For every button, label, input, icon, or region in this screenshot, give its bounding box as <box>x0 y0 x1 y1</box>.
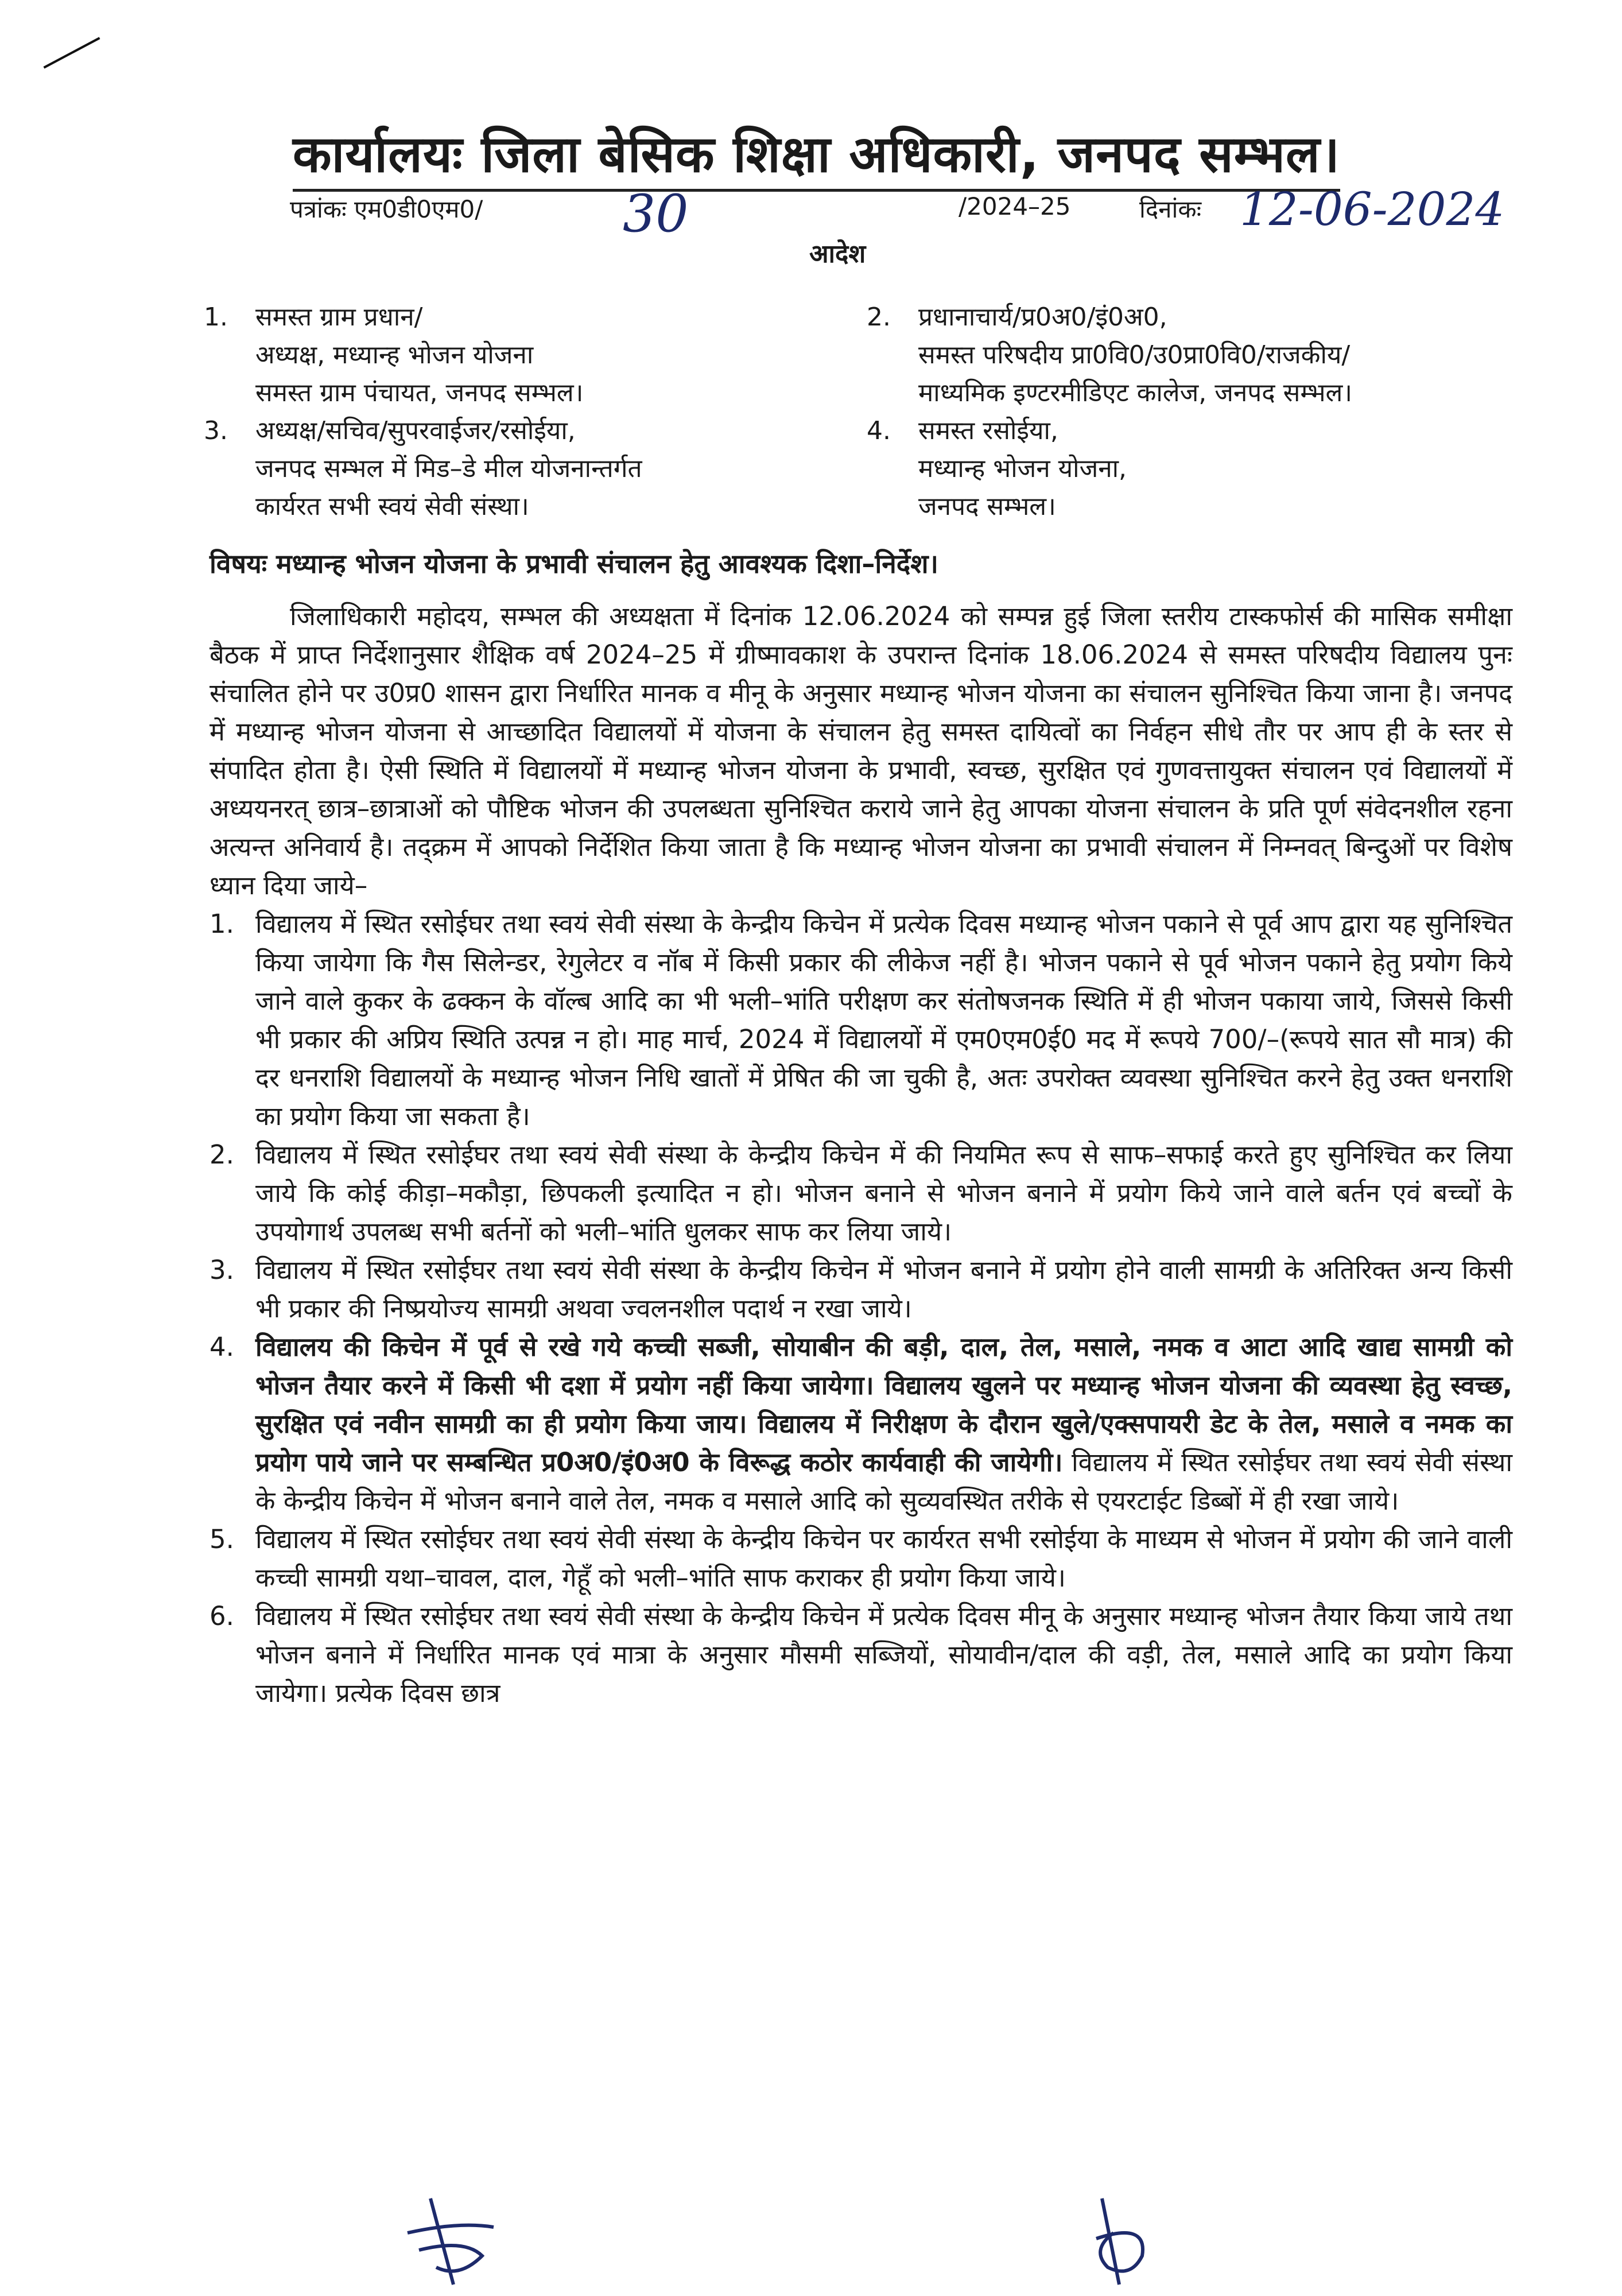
point-6 <box>209 1597 1512 1712</box>
date-handwritten: 12-06-2024 <box>1240 183 1505 236</box>
addressee-line: समस्त परिषदीय प्रा0वि0/उ0प्रा0वि0/राजकीय/ <box>918 340 1351 370</box>
order-heading: आदेश <box>809 239 866 269</box>
addressee-3 <box>204 412 642 526</box>
addressee-line: जनपद सम्भल में मिड–डे मील योजनान्तर्गत <box>255 454 642 483</box>
addressee-number: 2. <box>867 302 891 332</box>
initial-signature-right <box>1079 2187 1171 2290</box>
addressee-line: मध्यान्ह भोजन योजना, <box>918 454 1127 483</box>
addressee-number: 3. <box>204 416 228 445</box>
point-number: 2. <box>209 1139 234 1170</box>
point-number: 5. <box>209 1524 234 1554</box>
addressee-line: समस्त ग्राम प्रधान/ <box>255 302 423 332</box>
point-1 <box>209 905 1512 1135</box>
point-5 <box>209 1520 1512 1597</box>
point-text: विद्यालय में स्थित रसोईघर तथा स्वयं सेवी संस्था के केन्द्रीय किचेन में भोजन बनाने में प्रयोग होने वाली सामग्री के अतिरिक्त अन्य किसी भी प्रकार की निष्प्रयोज्य सामग्री अथवा ज्वलनशील पदार्थ न रखा जाये। <box>255 1255 1512 1324</box>
addressee-line: माध्यमिक इण्टरमीडिएट कालेज, जनपद सम्भल। <box>918 378 1353 408</box>
addressee-line: अध्यक्ष/सचिव/सुपरवाईजर/रसोईया, <box>255 416 576 445</box>
point-number: 4. <box>209 1332 234 1362</box>
reference-year: /2024–25 <box>959 192 1071 220</box>
initial-signature-left <box>396 2181 511 2296</box>
addressee-line: अध्यक्ष, मध्यान्ह भोजन योजना <box>255 340 534 370</box>
reference-label: पत्रांकः एम0डी0एम0/ <box>290 195 483 223</box>
point-text: विद्यालय में स्थित रसोईघर तथा स्वयं सेवी संस्था के केन्द्रीय किचेन में की नियमित रूप से साफ–सफाई करते हुए सुनिश्चित कर लिया जाये कि कोई कीड़ा–मकौड़ा, छिपकली इत्यादित न हो। भोजन बनाने से भोजन बनाने में प्रयोग किये जाने वाले बर्तन एवं बच्चों के उपयोगार्थ उपलब्ध सभी बर्तनों को भली–भांति धुलकर साफ कर लिया जाये। <box>255 1139 1512 1247</box>
addressee-number: 4. <box>867 416 891 445</box>
point-bold-text: विद्यालय की किचेन में पूर्व से रखे गये कच्ची सब्जी, सोयाबीन की बड़ी, दाल, तेल, मसाले, नमक व आटा आदि खाद्य सामग्री को भोजन तैयार करने में किसी भी दशा में प्रयोग नहीं किया जायेगा। विद्यालय खुलने पर मध्यान्ह भोजन योजना की व्यवस्था हेतु स्वच्छ, सुरक्षित एवं नवीन सामग्री का ही प्रयोग किया जाय। विद्यालय में निरीक्षण के दौरान खुले/एक्सपायरी डेट के तेल, मसाले व नमक का प्रयोग पाये जाने पर सम्बन्धित प्र0अ0/इं0अ0 के विरूद्ध कठोर कार्यवाही की जायेगी। <box>255 1332 1512 1477</box>
addressee-line: कार्यरत सभी स्वयं सेवी संस्था। <box>255 492 529 521</box>
addressee-number: 1. <box>204 302 228 332</box>
point-text: विद्यालय में स्थित रसोईघर तथा स्वयं सेवी संस्था के केन्द्रीय किचेन पर कार्यरत सभी रसोईया के माध्यम से भोजन में प्रयोग की जाने वाली कच्ची सामग्री यथा–चावल, दाल, गेहूँ को भली–भांति साफ कराकर ही प्रयोग किया जाये। <box>255 1524 1512 1593</box>
addressee-line: जनपद सम्भल। <box>918 492 1056 521</box>
addressee-line: समस्त रसोईया, <box>918 416 1058 445</box>
point-number: 3. <box>209 1255 234 1285</box>
point-2 <box>209 1135 1512 1251</box>
point-3 <box>209 1251 1512 1328</box>
point-number: 6. <box>209 1601 234 1631</box>
point-text: विद्यालय में स्थित रसोईघर तथा स्वयं सेवी संस्था के केन्द्रीय किचेन में प्रत्येक दिवस मध्यान्ह भोजन पकाने से पूर्व आप द्वारा यह सुनिश्चित किया जायेगा कि गैस सिलेन्डर, रेगुलेटर व नॉब में किसी प्रकार की लीकेज नहीं है। भोजन पकाने से पूर्व भोजन पकाने हेतु प्रयोग किये जाने वाले कुकर के ढक्कन के वॉल्ब आदि का भी भली–भांति परीक्षण कर संतोषजनक स्थिति में ही भोजन पकाया जाये, जिससे किसी भी प्रकार की अप्रिय स्थिति उत्पन्न न हो। माह मार्च, 2024 में विद्यालयों में एम0एम0ई0 मद में रूपये 700/–(रूपये सात सौ मात्र) की दर धनराशि विद्यालयों के मध्यान्ह भोजन निधि खातों में प्रेषित की जा चुकी है, अतः उपरोक्त व्यवस्था सुनिश्चित करने हेतु उक्त धनराशि का प्रयोग किया जा सकता है। <box>255 909 1512 1131</box>
office-title: कार्यालयः जिला बेसिक शिक्षा अधिकारी, जनपद सम्भल। <box>293 118 1340 192</box>
date-label: दिनांकः <box>1139 195 1202 223</box>
point-text: विद्यालय में स्थित रसोईघर तथा स्वयं सेवी संस्था के केन्द्रीय किचेन में भोजन बनाने वाले तेल, नमक व मसाले आदि को सुव्यवस्थित तरीके से एयरटाईट डिब्बों में ही रखा जाये। <box>255 1447 1512 1516</box>
letter-body <box>209 597 1512 1712</box>
addressee-2 <box>867 298 1353 412</box>
addressee-line: समस्त ग्राम पंचायत, जनपद सम्भल। <box>255 378 584 408</box>
pen-mark <box>43 37 100 68</box>
intro-paragraph: जिलाधिकारी महोदय, सम्भल की अध्यक्षता में दिनांक 12.06.2024 को सम्पन्न हुई जिला स्तरीय टास्कफोर्स की मासिक समीक्षा बैठक में प्राप्त निर्देशानुसार शैक्षिक वर्ष 2024–25 में ग्रीष्मावकाश के उपरान्त दिनांक 18.06.2024 से समस्त परिषदीय विद्यालय पुनः संचालित होने पर उ0प्र0 शासन द्वारा निर्धारित मानक व मीनू के अनुसार मध्यान्ह भोजन योजना का संचालन सुनिश्चित किया जाना है। जनपद में मध्यान्ह भोजन योजना से आच्छादित विद्यालयों में योजना के संचालन हेतु समस्त दायित्वों का निर्वहन सीधे तौर पर आप ही के स्तर से संपादित होता है। ऐसी स्थिति में विद्यालयों में मध्यान्ह भोजन योजना के प्रभावी, स्वच्छ, सुरक्षित एवं गुणवत्तायुक्त संचालन एवं विद्यालयों में अध्ययनरत् छात्र–छात्राओं को पौष्टिक भोजन की उपलब्धता सुनिश्चित कराये जाने हेतु आपका योजना संचालन के प्रति पूर्ण संवेदनशील रहना अत्यन्त अनिवार्य है। तद्क्रम में आपको निर्देशित किया जाता है कि मध्यान्ह भोजन योजना का प्रभावी संचालन में निम्नवत् बिन्दुओं पर विशेष ध्यान दिया जाये– <box>209 601 1512 901</box>
point-4 <box>209 1328 1512 1520</box>
addressee-1 <box>204 298 584 412</box>
addressee-4 <box>867 412 1127 526</box>
point-number: 1. <box>209 909 234 939</box>
subject-line: विषयः मध्यान्ह भोजन योजना के प्रभावी संचालन हेतु आवश्यक दिशा–निर्देश। <box>209 548 938 579</box>
addressee-line: प्रधानाचार्य/प्र0अ0/इं0अ0, <box>918 302 1167 332</box>
reference-number-handwritten: 30 <box>623 184 689 244</box>
point-text: विद्यालय में स्थित रसोईघर तथा स्वयं सेवी संस्था के केन्द्रीय किचेन में प्रत्येक दिवस मीनू के अनुसार मध्यान्ह भोजन तैयार किया जाये तथा भोजन बनाने में निर्धारित मानक एवं मात्रा के अनुसार मौसमी सब्जियों, सोयावीन/दाल की वड़ी, तेल, मसाले आदि का प्रयोग किया जायेगा। प्रत्येक दिवस छात्र <box>255 1601 1513 1708</box>
